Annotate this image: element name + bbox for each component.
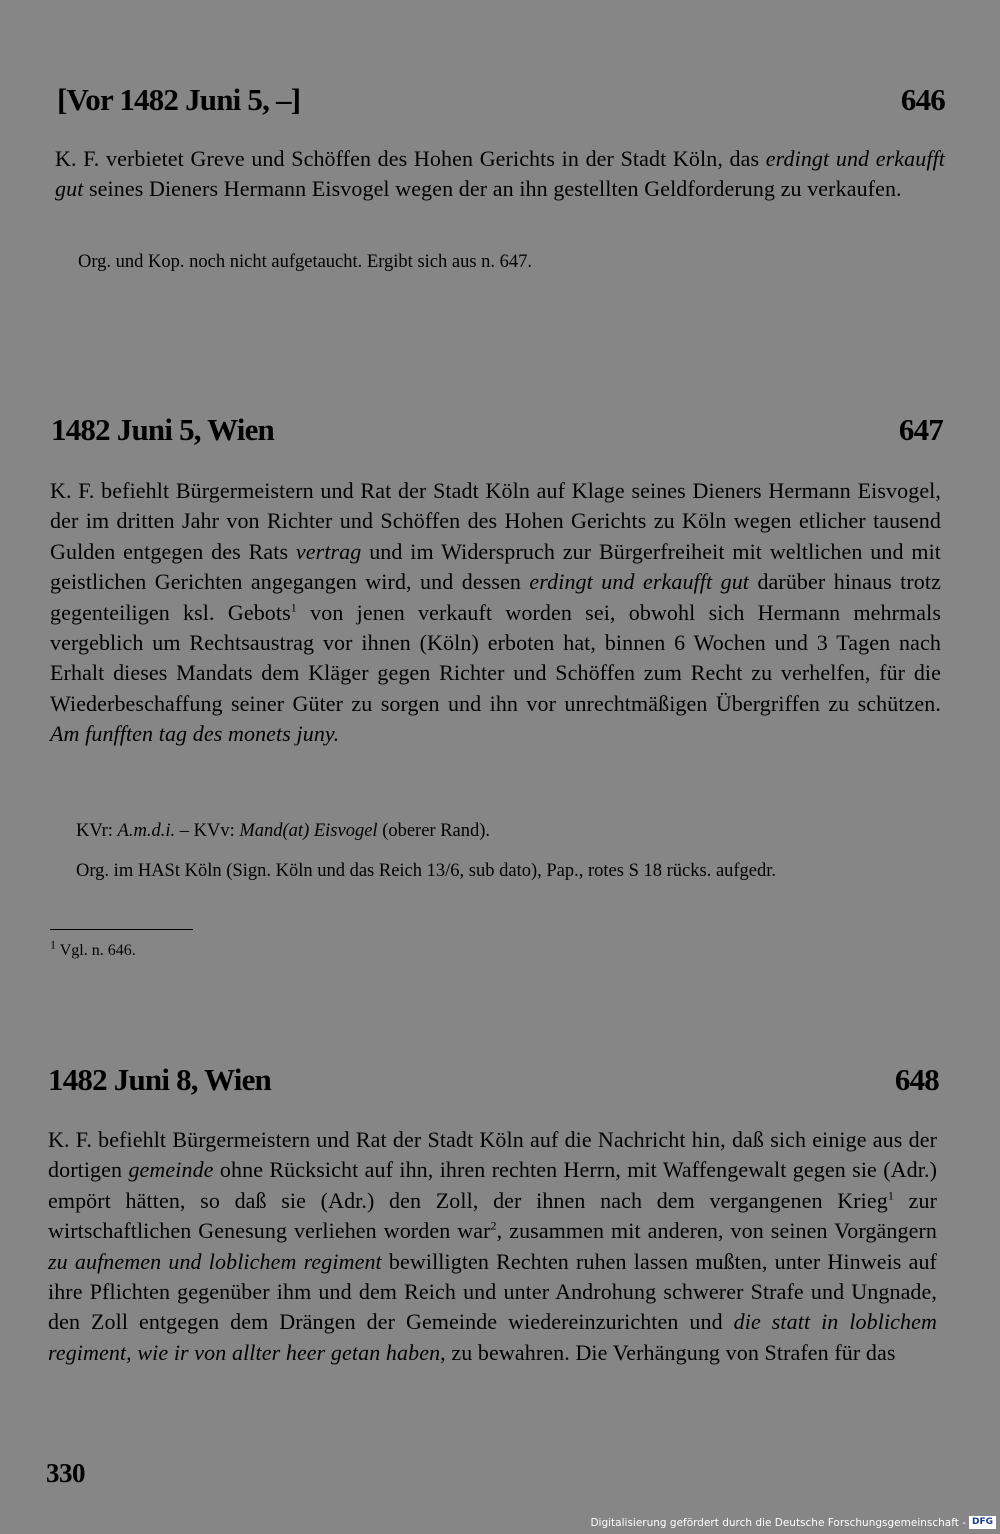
entry-regest-648: K. F. befiehlt Bürgermeistern und Rat der Stadt Köln auf die Nachricht hin, daß sich einige aus der dortigen gemeinde ohne Rücksicht auf ihn, ihren rechten Herrn, mit Waffengewalt gegen sie (Adr.) empört hätten, so daß sie (Adr.) den Zoll, der ihnen nach dem vergangenen Krieg$^1$ zur wirtschaftlichen Genesung verliehen worden war$^2$, zusammen mit anderen, von seinen Vorgängern zu aufnemen und loblichem regiment bewilligten Rechten ruhen lassen mußten, unter Hinweis auf ihre Pflichten gegenüber ihm und dem Reich und unter Androhung schwerer Strafe und Ungnade, den Zoll entgegen dem Drängen der Gemeinde wiedereinzurichten und die statt in loblichem regiment, wie ir von allter heer getan haben, zu bewahren. Die Verhängung von Strafen für das — [48, 1127, 938, 1365]
entry-number: 648 — [894, 1062, 939, 1097]
entry-note-646: Org. und Kop. noch nicht aufgetaucht. Ergibt sich aus n. 647. — [78, 252, 533, 272]
entry-heading-647 — [51, 412, 943, 448]
entry-note-647-org: Org. im HASt Köln (Sign. Köln und das Reich 13/6, sub dato), Pap., rotes S 18 rücks. aufgedr. — [76, 861, 777, 881]
entry-regest-647: K. F. befiehlt Bürgermeistern und Rat der Stadt Köln auf Klage seines Dieners Hermann Eisvogel, der im dritten Jahr von Richter und Schöffen des Hohen Gerichts zu Köln wegen etlicher tausend Gulden entgegen des Rats vertrag und im Widerspruch zur Bürgerfreiheit mit weltlichen und mit geistlichen Gerichten angegangen wird, und dessen erdingt und erkaufft gut darüber hinaus trotz gegenteiligen ksl. Gebots$^1$ von jenen verkauft worden sei, obwohl sich Hermann mehrmals vergeblich um Rechtsaustrag vor ihnen (Köln) erboten hat, binnen 6 Wochen und 3 Tagen nach Erhalt dieses Mandats dem Kläger gegen Richter und Schöffen zum Recht zu verhelfen, für die Wiederbeschaffung seiner Güter zu sorgen und ihn vor unrechtmäßigen Übergriffen zu schützen. Am funfften tag des monets juny. — [50, 478, 941, 747]
entry-heading-646 — [57, 82, 945, 118]
entry-regest-646: K. F. verbietet Greve und Schöffen des Hohen Gerichts in der Stadt Köln, das erdingt und erkaufft gut seines Dieners Hermann Eisvogel wegen der an ihn gestellten Geldforderung zu verkaufen. — [55, 146, 945, 202]
credit-text: Digitalisierung gefördert durch die Deutsche Forschungsgemeinschaft - — [590, 1516, 966, 1529]
footnote-rule — [50, 929, 193, 930]
page-number: 330 — [46, 1458, 85, 1488]
entry-heading-648 — [48, 1062, 939, 1098]
entry-note-647-kv: KVr: A.m.d.i. – KVv: Mand(at) Eisvogel (oberer Rand). — [76, 821, 491, 841]
dfg-logo: DFG — [969, 1516, 996, 1529]
entry-date: [Vor 1482 Juni 5, –] — [57, 82, 301, 117]
funding-credit — [590, 1516, 996, 1529]
entry-date: 1482 Juni 8, Wien — [48, 1062, 271, 1097]
entry-number: 647 — [898, 412, 943, 447]
entry-date: 1482 Juni 5, Wien — [51, 412, 274, 447]
footnote-647: $^1$ Vgl. n. 646. — [50, 937, 136, 959]
entry-number: 646 — [900, 82, 945, 117]
